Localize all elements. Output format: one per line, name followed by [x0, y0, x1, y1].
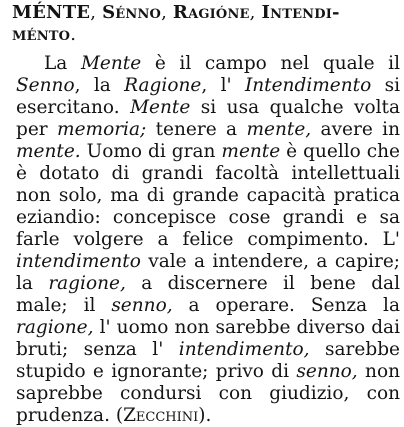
- body-text: l' uomo non sarebbe diverso dai bruti; senza l': [16, 317, 400, 360]
- emphasis-term: senno,: [111, 295, 173, 316]
- body-text: ).: [198, 405, 212, 426]
- author-citation: Zecchini: [123, 405, 199, 426]
- emphasis-term: memoria;: [57, 119, 147, 140]
- body-text: , la: [74, 75, 125, 96]
- heading-separator: ,: [249, 2, 262, 23]
- body-text: avere in: [311, 119, 400, 140]
- emphasis-term: Mente: [130, 97, 191, 118]
- body-text: è quello che è dotato di grandi facoltà intellettuali non solo, ma di grande capacità pratica eziandio: concepisce cose grandi e sa farle volgere a felice compimento. L': [16, 141, 400, 250]
- emphasis-term: ragione,: [48, 273, 126, 294]
- body-text: Uomo di gran: [80, 141, 222, 162]
- body-text: tenere a: [146, 119, 247, 140]
- heading-term-intendimento: Intendi-: [261, 2, 340, 23]
- heading-term-ragione: Ragióne: [172, 2, 250, 23]
- body-text: non saprebbe condursi con giudizio, con prudenza. (: [16, 361, 400, 426]
- body-text: si esercitano.: [16, 75, 400, 118]
- emphasis-term: senno,: [296, 361, 358, 382]
- emphasis-term: intendimento: [16, 251, 141, 272]
- entry-heading: [12, 2, 400, 46]
- emphasis-term: mente.: [16, 141, 81, 162]
- heading-end: .: [70, 24, 77, 45]
- emphasis-term: Ragione: [124, 75, 202, 96]
- emphasis-term: mente: [221, 141, 281, 162]
- heading-term-mente: MÉNTE: [12, 2, 91, 23]
- emphasis-term: ragione,: [16, 317, 94, 338]
- heading-term-senno: Sénno: [102, 2, 162, 23]
- emphasis-term: Intendimento: [244, 75, 372, 96]
- body-text: La: [44, 53, 81, 74]
- body-text: è il campo nel quale il: [141, 53, 400, 74]
- heading-term-intendimento-continued: ménto: [12, 24, 71, 45]
- entry-body: [16, 53, 400, 427]
- emphasis-term: mente,: [246, 119, 312, 140]
- body-text: a discernere il bene dal male; il: [16, 273, 400, 316]
- heading-separator: ,: [90, 2, 103, 23]
- body-text: sarebbe stupido e ignorante; privo di: [16, 339, 400, 382]
- emphasis-term: Mente: [80, 53, 142, 74]
- emphasis-term: intendimento,: [178, 339, 310, 360]
- body-text: vale a intendere, a capire; la: [16, 251, 400, 294]
- body-text: , l': [201, 75, 245, 96]
- body-text: si usa qualche volta per: [16, 97, 400, 140]
- body-text: a operare. Senza la: [172, 295, 400, 316]
- emphasis-term: Senno: [16, 75, 75, 96]
- heading-separator: ,: [161, 2, 173, 23]
